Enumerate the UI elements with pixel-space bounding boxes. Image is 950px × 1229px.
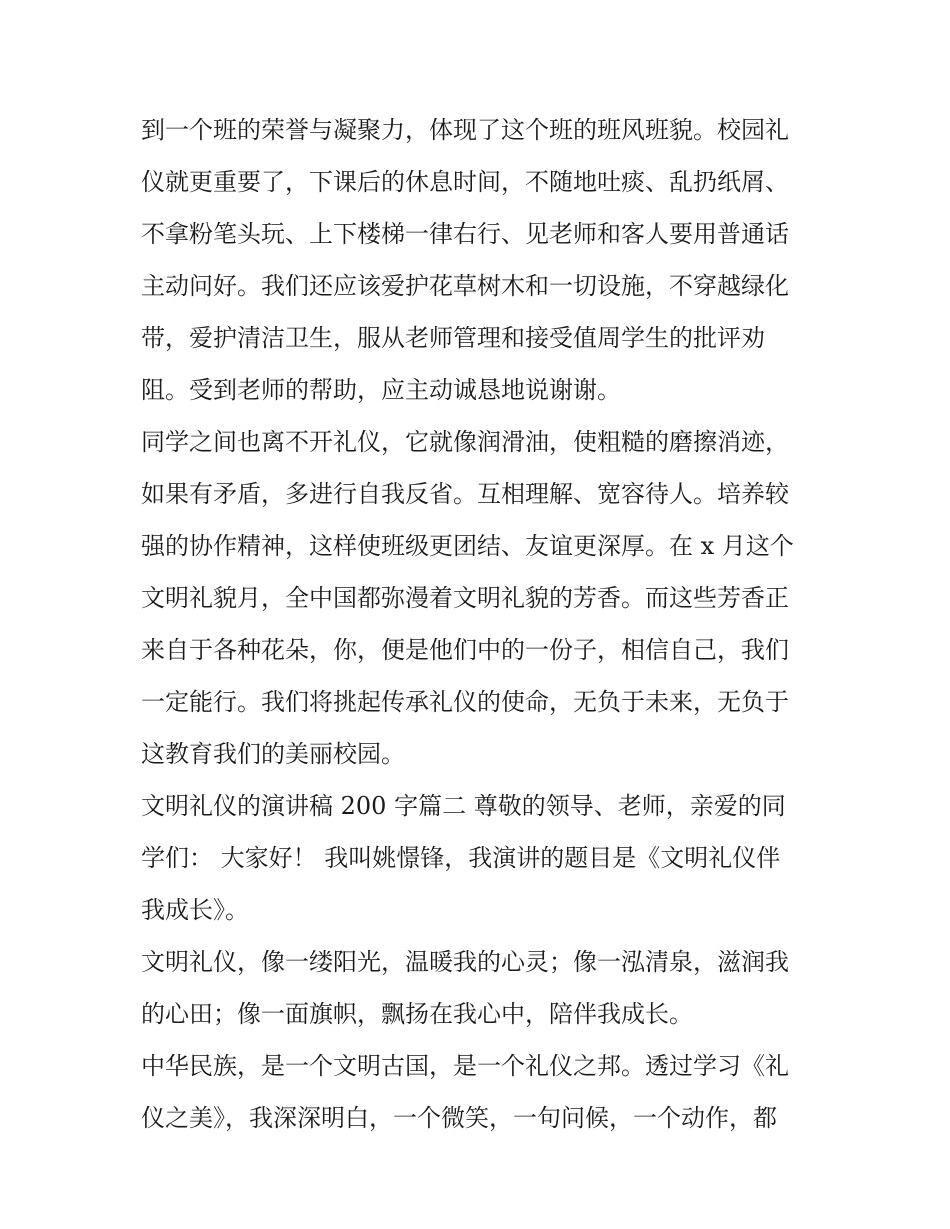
text-line: 学们： 大家好！ 我叫姚憬锋，我演讲的题目是《文明礼仪伴 — [141, 844, 781, 872]
text-line: 主动问好。我们还应该爱护花草树木和一切设施，不穿越绿化 — [141, 272, 789, 300]
paragraph-2 — [141, 416, 821, 780]
text-line: 仪就更重要了，下课后的休息时间，不随地吐痰、乱扔纸屑、 — [141, 168, 789, 196]
text-line: 强的协作精神，这样使班级更团结、友谊更深厚。在 x 月这个 — [141, 532, 794, 560]
text-line: 来自于各种花朵，你，便是他们中的一份子，相信自己，我们 — [141, 636, 789, 664]
text-line: 带，爱护清洁卫生，服从老师管理和接受值周学生的批评劝 — [141, 324, 765, 352]
paragraph-5 — [141, 1040, 821, 1144]
text-line: 阻。受到老师的帮助，应主动诚恳地说谢谢。 — [141, 376, 621, 404]
paragraph-1 — [141, 104, 821, 416]
text-line: 文明礼貌月，全中国都弥漫着文明礼貌的芳香。而这些芳香正 — [141, 584, 789, 612]
text-line: 到一个班的荣誉与凝聚力，体现了这个班的班风班貌。校园礼 — [141, 116, 789, 144]
text-line: 文明礼仪的演讲稿 200 字篇二 尊敬的领导、老师，亲爱的同 — [141, 792, 786, 820]
text-line: 这教育我们的美丽校园。 — [141, 740, 405, 768]
text-line: 一定能行。我们将挑起传承礼仪的使命，无负于未来，无负于 — [141, 688, 789, 716]
text-line: 中华民族，是一个文明古国，是一个礼仪之邦。透过学习《礼 — [141, 1052, 789, 1080]
text-line: 如果有矛盾，多进行自我反省。互相理解、宽容待人。培养较 — [141, 480, 789, 508]
text-line: 仪之美》，我深深明白，一个微笑，一句问候，一个动作，都 — [141, 1104, 777, 1132]
paragraph-3 — [141, 780, 821, 936]
text-line: 我成长》。 — [141, 896, 249, 924]
text-line: 的心田；像一面旗帜，飘扬在我心中，陪伴我成长。 — [141, 1000, 693, 1028]
text-line: 不拿粉笔头玩、上下楼梯一律右行、见老师和客人要用普通话 — [141, 220, 789, 248]
document-body — [141, 104, 821, 1144]
text-line: 同学之间也离不开礼仪，它就像润滑油，使粗糙的磨擦消迹， — [141, 428, 789, 456]
text-line: 文明礼仪，像一缕阳光，温暖我的心灵；像一泓清泉，滋润我 — [141, 948, 789, 976]
paragraph-4 — [141, 936, 821, 1040]
